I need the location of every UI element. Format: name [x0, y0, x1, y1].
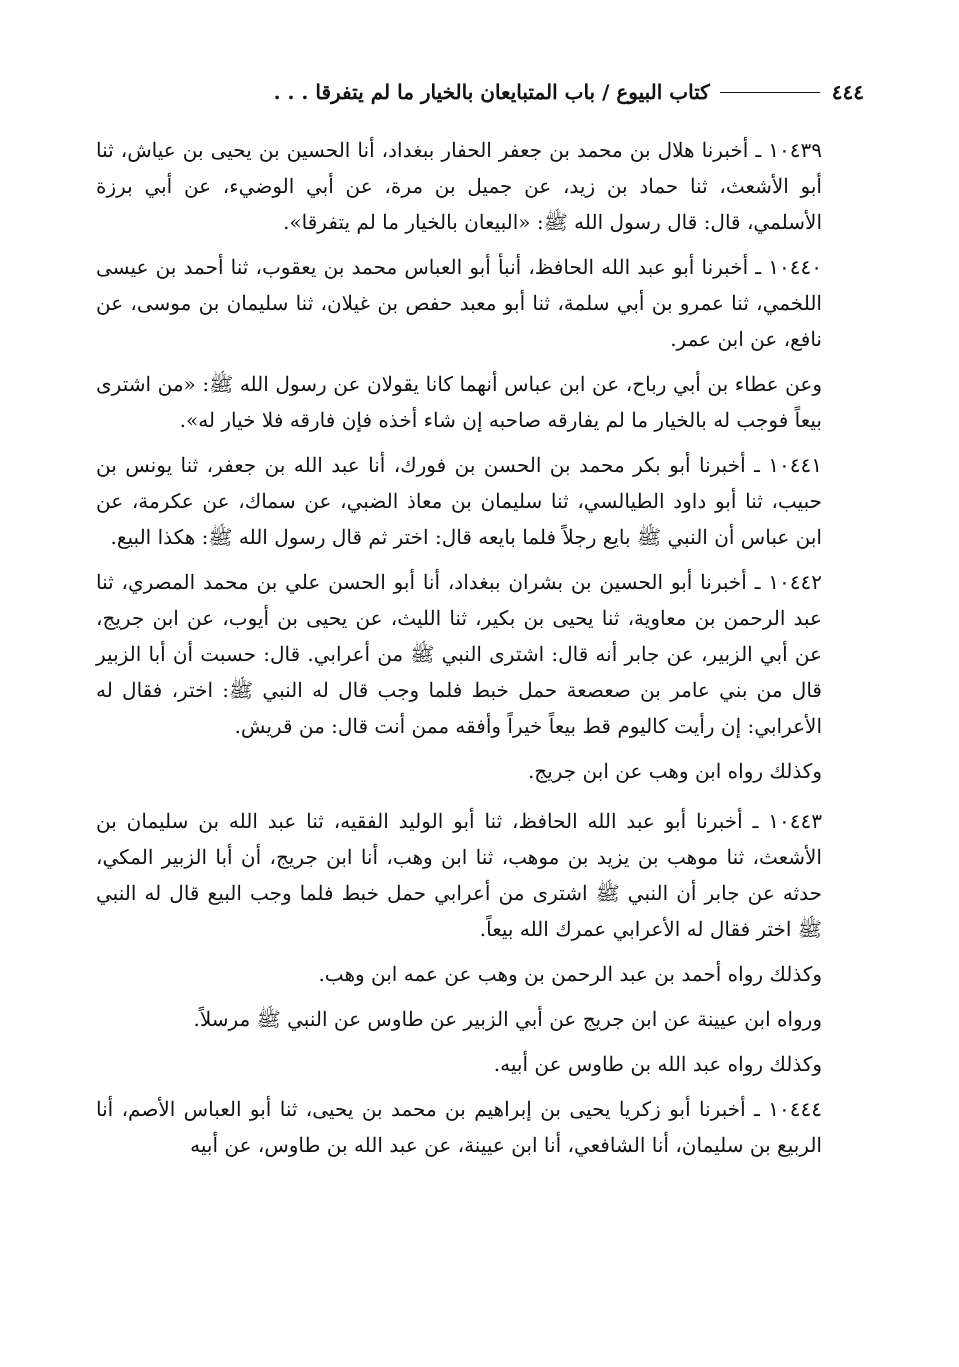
- hadith-10440-continuation: وعن عطاء بن أبي رباح، عن ابن عباس أنهما كانا يقولان عن رسول الله ﷺ: «من اشترى بيعاً فوجب له بالخيار ما لم يفارقه صاحبه إن شاء أخذه فإن فارقه فلا خيار له».: [96, 372, 822, 432]
- narration-note-2: وكذلك رواه أحمد بن عبد الرحمن بن وهب عن عمه ابن وهب.: [318, 962, 822, 986]
- hadith-10443: ١٠٤٤٣ ـ أخبرنا أبو عبد الله الحافظ، ثنا أبو الوليد الفقيه، ثنا عبد الله بن سليمان بن الأشعث، ثنا موهب بن يزيد بن موهب، ثنا ابن وهب، أنا ابن جريج، أن أبا الزبير المكي، حدثه عن جابر أن النبي ﷺ اشترى من أعرابي حمل خبط فلما وجب البيع قال له النبي ﷺ اختر فقال له الأعرابي عمرك الله بيعاً.: [96, 809, 822, 941]
- narration-note-1: وكذلك رواه ابن وهب عن ابن جريج.: [527, 759, 822, 783]
- hadith-10444: ١٠٤٤٤ ـ أخبرنا أبو زكريا يحيى بن إبراهيم بن محمد بن يحيى، ثنا أبو العباس الأصم، أنا الربيع بن سليمان، أنا الشافعي، أنا ابن عيينة، عن عبد الله بن طاوس، عن أبيه: [96, 1097, 822, 1157]
- header-rule: [720, 92, 820, 93]
- hadith-10440: ١٠٤٤٠ ـ أخبرنا أبو عبد الله الحافظ، أنبأ أبو العباس محمد بن يعقوب، ثنا أحمد بن عيسى اللخمي، ثنا عمرو بن أبي سلمة، ثنا أبو معبد حفص بن غيلان، ثنا سليمان بن موسى، عن نافع، عن ابن عمر.: [96, 255, 822, 351]
- body-text: [96, 132, 864, 1163]
- hadith-10439: ١٠٤٣٩ ـ أخبرنا هلال بن محمد بن جعفر الحفار ببغداد، أنا الحسين بن يحيى بن عياش، ثنا أبو الأشعث، ثنا حماد بن زيد، عن جميل بن مرة، عن أبي الوضيء، عن أبي برزة الأسلمي، قال: قال رسول الله ﷺ: «البيعان بالخيار ما لم يتفرقا».: [96, 138, 822, 234]
- page-number: ٤٤٤: [831, 80, 864, 104]
- hadith-10441: ١٠٤٤١ ـ أخبرنا أبو بكر محمد بن الحسن بن فورك، أنا عبد الله بن جعفر، ثنا يونس بن حبيب، ثنا أبو داود الطيالسي، ثنا سليمان بن معاذ الضبي، عن سماك، عن عكرمة، عن ابن عباس أن النبي ﷺ بايع رجلاً فلما بايعه قال: اختر ثم قال رسول الله ﷺ: هكذا البيع.: [96, 453, 822, 549]
- running-header: [96, 72, 864, 112]
- book-page: [96, 72, 864, 1172]
- narration-note-4: وكذلك رواه عبد الله بن طاوس عن أبيه.: [493, 1052, 822, 1076]
- narration-note-3: ورواه ابن عيينة عن ابن جريج عن أبي الزبير عن طاوس عن النبي ﷺ مرسلاً.: [193, 1007, 822, 1031]
- hadith-10442: ١٠٤٤٢ ـ أخبرنا أبو الحسين بن بشران ببغداد، أنا أبو الحسن علي بن محمد المصري، ثنا عبد الرحمن بن معاوية، ثنا يحيى بن بكير، ثنا الليث، عن يحيى بن أيوب، عن ابن جريج، عن أبي الزبير، عن جابر أنه قال: اشترى النبي ﷺ من أعرابي. قال: حسبت أن أبا الزبير قال من بني عامر بن صعصعة حمل خبط فلما وجب قال له النبي ﷺ: اختر، فقال له الأعرابي: إن رأيت كاليوم قط بيعاً خيراً وأفقه ممن أنت قال: من قريش.: [96, 570, 822, 738]
- running-title: كتاب البيوع / باب المتبايعان بالخيار ما لم يتفرقا . . .: [273, 80, 710, 104]
